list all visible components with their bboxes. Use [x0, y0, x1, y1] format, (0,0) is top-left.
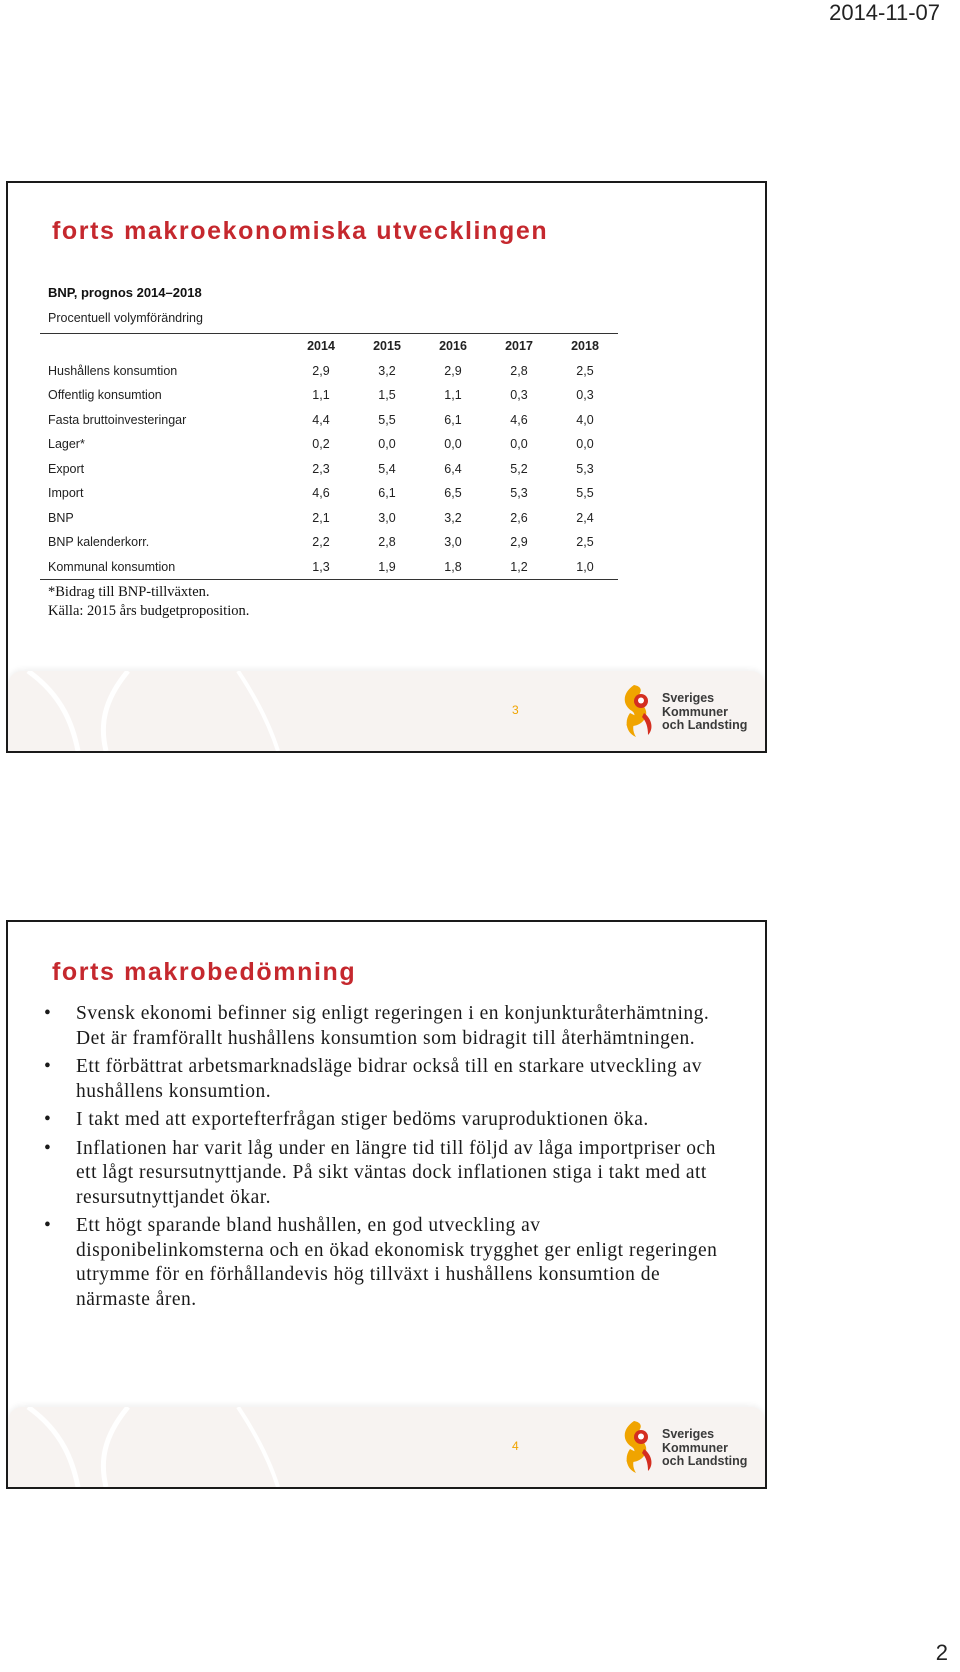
skl-logo: [620, 683, 750, 739]
gdp-forecast-table: [40, 333, 618, 580]
row-label: Kommunal konsumtion: [48, 559, 176, 574]
logo-line: och Landsting: [662, 718, 748, 732]
footer-decoration: [8, 671, 308, 751]
table-cell: 6,4: [444, 461, 462, 476]
column-header: 2017: [505, 339, 533, 354]
table-cell: 5,4: [378, 461, 396, 476]
bullet-list: [42, 1002, 722, 1316]
footnote: *Bidrag till BNP-tillväxten.: [48, 584, 210, 600]
table-cell: 1,5: [378, 388, 396, 403]
table-cell: 2,9: [510, 535, 528, 550]
skl-flame-icon: [620, 683, 658, 739]
logo-text: [662, 692, 747, 733]
table-cell: 2,5: [576, 535, 594, 550]
table-title: BNP, prognos 2014–2018: [48, 285, 202, 300]
table-row: [40, 530, 618, 555]
logo-line: och Landsting: [662, 1454, 748, 1468]
logo-line: Kommuner: [662, 1440, 728, 1455]
bullet-dot: •: [44, 1056, 52, 1077]
logo-line: Sveriges: [662, 691, 715, 705]
table-cell: 4,6: [510, 412, 528, 427]
slide-3: [6, 181, 767, 753]
table-row: [40, 506, 618, 531]
bullet-text: Inflationen har varit låg under en längre tid till följd av låga importpriser och ett lågt resursutnyttjande. På sikt väntas dock inflationen stiga i takt med att resursutnyttjandet ökar.: [76, 1137, 716, 1208]
bullet-dot: •: [44, 1003, 52, 1024]
table-cell: 0,3: [576, 388, 594, 403]
table-row: [40, 555, 618, 580]
header-empty-cell: [40, 334, 288, 359]
table-row: [40, 359, 618, 384]
table-cell: 2,8: [510, 363, 528, 378]
row-label: Hushållens konsumtion: [48, 363, 178, 378]
table-cell: 2,4: [576, 510, 594, 525]
bullet-item: [42, 1137, 722, 1211]
bullet-text: Ett förbättrat arbetsmarknadsläge bidrar också till en starkare utveckling av hushållens konsumtion.: [76, 1056, 702, 1102]
table-cell: 1,3: [312, 559, 330, 574]
table-header-row: [40, 334, 618, 359]
column-header: 2014: [307, 339, 335, 354]
table-row: [40, 408, 618, 433]
page-date: 2014-11-07: [829, 0, 940, 25]
row-label: Import: [48, 486, 84, 501]
slide-4: [6, 920, 767, 1489]
table-cell: 5,2: [510, 461, 528, 476]
table-cell: 5,3: [576, 461, 594, 476]
table-cell: 0,0: [444, 437, 462, 452]
logo-text: [662, 1428, 747, 1469]
table-cell: 6,5: [444, 486, 462, 501]
table-cell: 2,1: [312, 510, 330, 525]
table-cell: 2,9: [312, 363, 330, 378]
column-header: 2016: [439, 339, 467, 354]
source-note: Källa: 2015 års budgetproposition.: [48, 603, 250, 619]
page-number: 2: [935, 1640, 948, 1665]
bullet-item: [42, 1214, 722, 1312]
table-cell: 1,8: [444, 559, 462, 574]
table-cell: 3,2: [378, 363, 396, 378]
table-cell: 2,3: [312, 461, 330, 476]
bullet-item: [42, 1002, 722, 1051]
row-label: Lager*: [48, 437, 85, 452]
table-cell: 4,4: [312, 412, 330, 427]
logo-line: Kommuner: [662, 704, 728, 719]
table-cell: 2,9: [444, 363, 462, 378]
bullet-item: [42, 1055, 722, 1104]
table-cell: 3,0: [378, 510, 396, 525]
column-header: 2015: [373, 339, 401, 354]
table-row: [40, 432, 618, 457]
bullet-text: Svensk ekonomi befinner sig enligt regeringen i en konjunkturåterhämtning. Det är framförallt hushållens konsumtion som bidragit till återhämtningen.: [76, 1003, 710, 1049]
bullet-item: [42, 1108, 722, 1133]
table-cell: 1,0: [576, 559, 594, 574]
row-label: Fasta bruttoinvesteringar: [48, 412, 187, 427]
skl-flame-icon: [620, 1419, 658, 1475]
table-row: [40, 481, 618, 506]
table-cell: 5,5: [576, 486, 594, 501]
table-row: [40, 383, 618, 408]
bullet-dot: •: [44, 1215, 52, 1236]
table-cell: 0,0: [378, 437, 396, 452]
table-cell: 3,0: [444, 535, 462, 550]
slide-title: forts makrobedömning: [52, 958, 357, 986]
table-cell: 1,1: [312, 388, 330, 403]
table-cell: 6,1: [378, 486, 396, 501]
row-label: Offentlig konsumtion: [48, 388, 162, 403]
table-cell: 6,1: [444, 412, 462, 427]
table-cell: 2,6: [510, 510, 528, 525]
slide-footer: [8, 1407, 765, 1487]
slide-number: 4: [512, 1439, 519, 1453]
slide-title: forts makroekonomiska utvecklingen: [52, 217, 549, 245]
table-cell: 2,8: [378, 535, 396, 550]
bullet-text: Ett högt sparande bland hushållen, en god utveckling av disponibelinkomsterna och en ökad ekonomisk trygghet ger enligt regeringen utrymme för en förhållandevis hög tillväxt i hushållens konsumtion de närmaste åren.: [76, 1215, 718, 1310]
table-cell: 1,1: [444, 388, 462, 403]
table-cell: 5,5: [378, 412, 396, 427]
table-cell: 3,2: [444, 510, 462, 525]
table-cell: 1,2: [510, 559, 528, 574]
table-cell: 2,5: [576, 363, 594, 378]
table-cell: 0,0: [576, 437, 594, 452]
bullet-dot: •: [44, 1137, 52, 1159]
table-cell: 0,2: [312, 437, 330, 452]
slide-footer: [8, 671, 765, 751]
table-cell: 4,0: [576, 412, 594, 427]
footer-decoration: [8, 1407, 308, 1487]
logo-line: Sveriges: [662, 1427, 715, 1441]
table-cell: 0,3: [510, 388, 528, 403]
bullet-text: I takt med att exportefterfrågan stiger bedöms varuproduktionen öka.: [76, 1109, 649, 1130]
row-label: BNP kalenderkorr.: [48, 535, 150, 550]
table-cell: 5,3: [510, 486, 528, 501]
slide-number: 3: [512, 703, 519, 717]
column-header: 2018: [571, 339, 599, 354]
row-label: BNP: [48, 510, 74, 525]
table-subtitle: Procentuell volymförändring: [48, 311, 203, 325]
table-row: [40, 457, 618, 482]
table-notes: [48, 583, 249, 621]
table-cell: 4,6: [312, 486, 330, 501]
table-cell: 2,2: [312, 535, 330, 550]
table-cell: 0,0: [510, 437, 528, 452]
row-label: Export: [48, 461, 85, 476]
table-cell: 1,9: [378, 559, 396, 574]
skl-logo: [620, 1419, 750, 1475]
bullet-dot: •: [44, 1109, 52, 1130]
